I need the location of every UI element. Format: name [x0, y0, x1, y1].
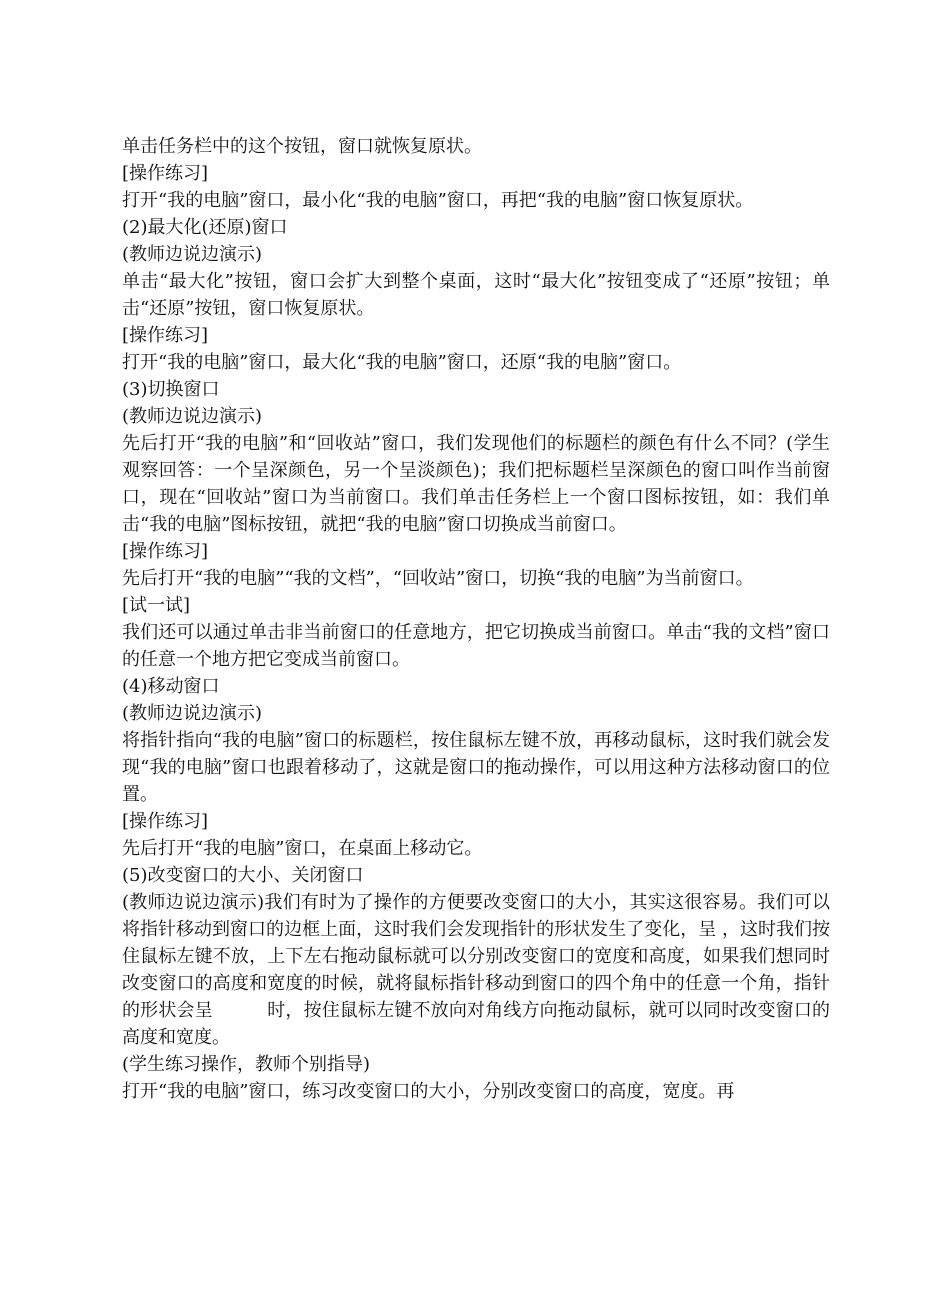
paragraph-restore-intro: 单击任务栏中的这个按钮，窗口就恢复原状。	[122, 136, 482, 157]
paragraph-practice-resize: 打开“我的电脑”窗口，练习改变窗口的大小，分别改变窗口的高度，宽度。再	[122, 1081, 735, 1102]
paragraph-practice-switch: 先后打开“我的电脑”“我的文档”，“回收站”窗口，切换“我的电脑”为当前窗口。	[122, 568, 754, 589]
paragraph-practice-minimize: 打开“我的电脑”窗口，最小化“我的电脑”窗口，再把“我的电脑”窗口恢复原状。	[122, 190, 754, 211]
paragraph-resize-window: (教师边说边演示)我们有时为了操作的方便要改变窗口的大小，其实这很容易。我们可以将指针移动到窗口的边框上面，这时我们会发现指针的形状发生了变化，呈 ，这时我们按住鼠标左键不放，上下左右拖动鼠标就可以分别改变窗口的宽度和高度，如果我们想同时改变窗口的高度和宽度的时候，就将鼠标指针移动到窗口的四个角中的任意一个角，指针的形状会呈 时，按住鼠标左键不放向对角线方向拖动鼠标，就可以同时改变窗口的高度和宽度。	[122, 892, 830, 1048]
note-teacher-demo: (教师边说边演示)	[122, 703, 263, 724]
heading-switch-window: (3)切换窗口	[122, 379, 220, 400]
heading-move-window: (4)移动窗口	[122, 676, 220, 697]
note-teacher-demo: (教师边说边演示)	[122, 406, 263, 427]
document-body	[122, 133, 830, 1105]
paragraph-switch-window: 先后打开“我的电脑”和“回收站”窗口，我们发现他们的标题栏的颜色有什么不同？(学生观察回答：一个呈深颜色，另一个呈淡颜色)；我们把标题栏呈深颜色的窗口叫作当前窗口，现在“回收站”窗口为当前窗口。我们单击任务栏上一个窗口图标按钮，如：我们单击“我的电脑”图标按钮，就把“我的电脑”窗口切换成当前窗口。	[122, 433, 830, 535]
note-teacher-demo: (教师边说边演示)	[122, 244, 263, 265]
heading-practice: [操作练习]	[122, 325, 209, 346]
heading-practice: [操作练习]	[122, 541, 209, 562]
paragraph-practice-maximize: 打开“我的电脑”窗口，最大化“我的电脑”窗口，还原“我的电脑”窗口。	[122, 352, 682, 373]
note-student-practice: (学生练习操作，教师个别指导)	[122, 1054, 371, 1075]
heading-resize-close-window: (5)改变窗口的大小、关闭窗口	[122, 865, 364, 886]
heading-practice: [操作练习]	[122, 163, 209, 184]
heading-maximize-restore: (2)最大化(还原)窗口	[122, 217, 288, 238]
heading-try-it: [试一试]	[122, 595, 191, 616]
paragraph-move-window: 将指针指向“我的电脑”窗口的标题栏，按住鼠标左键不放，再移动鼠标，这时我们就会发现“我的电脑”窗口也跟着移动了，这就是窗口的拖动操作，可以用这种方法移动窗口的位置。	[122, 730, 830, 805]
paragraph-try-it: 我们还可以通过单击非当前窗口的任意地方，把它切换成当前窗口。单击“我的文档”窗口的任意一个地方把它变成当前窗口。	[122, 622, 830, 670]
paragraph-practice-move: 先后打开“我的电脑”窗口，在桌面上移动它。	[122, 838, 483, 859]
paragraph-maximize: 单击“最大化”按钮，窗口会扩大到整个桌面，这时“最大化”按钮变成了“还原”按钮；单击“还原”按钮，窗口恢复原状。	[122, 271, 830, 319]
heading-practice: [操作练习]	[122, 811, 209, 832]
